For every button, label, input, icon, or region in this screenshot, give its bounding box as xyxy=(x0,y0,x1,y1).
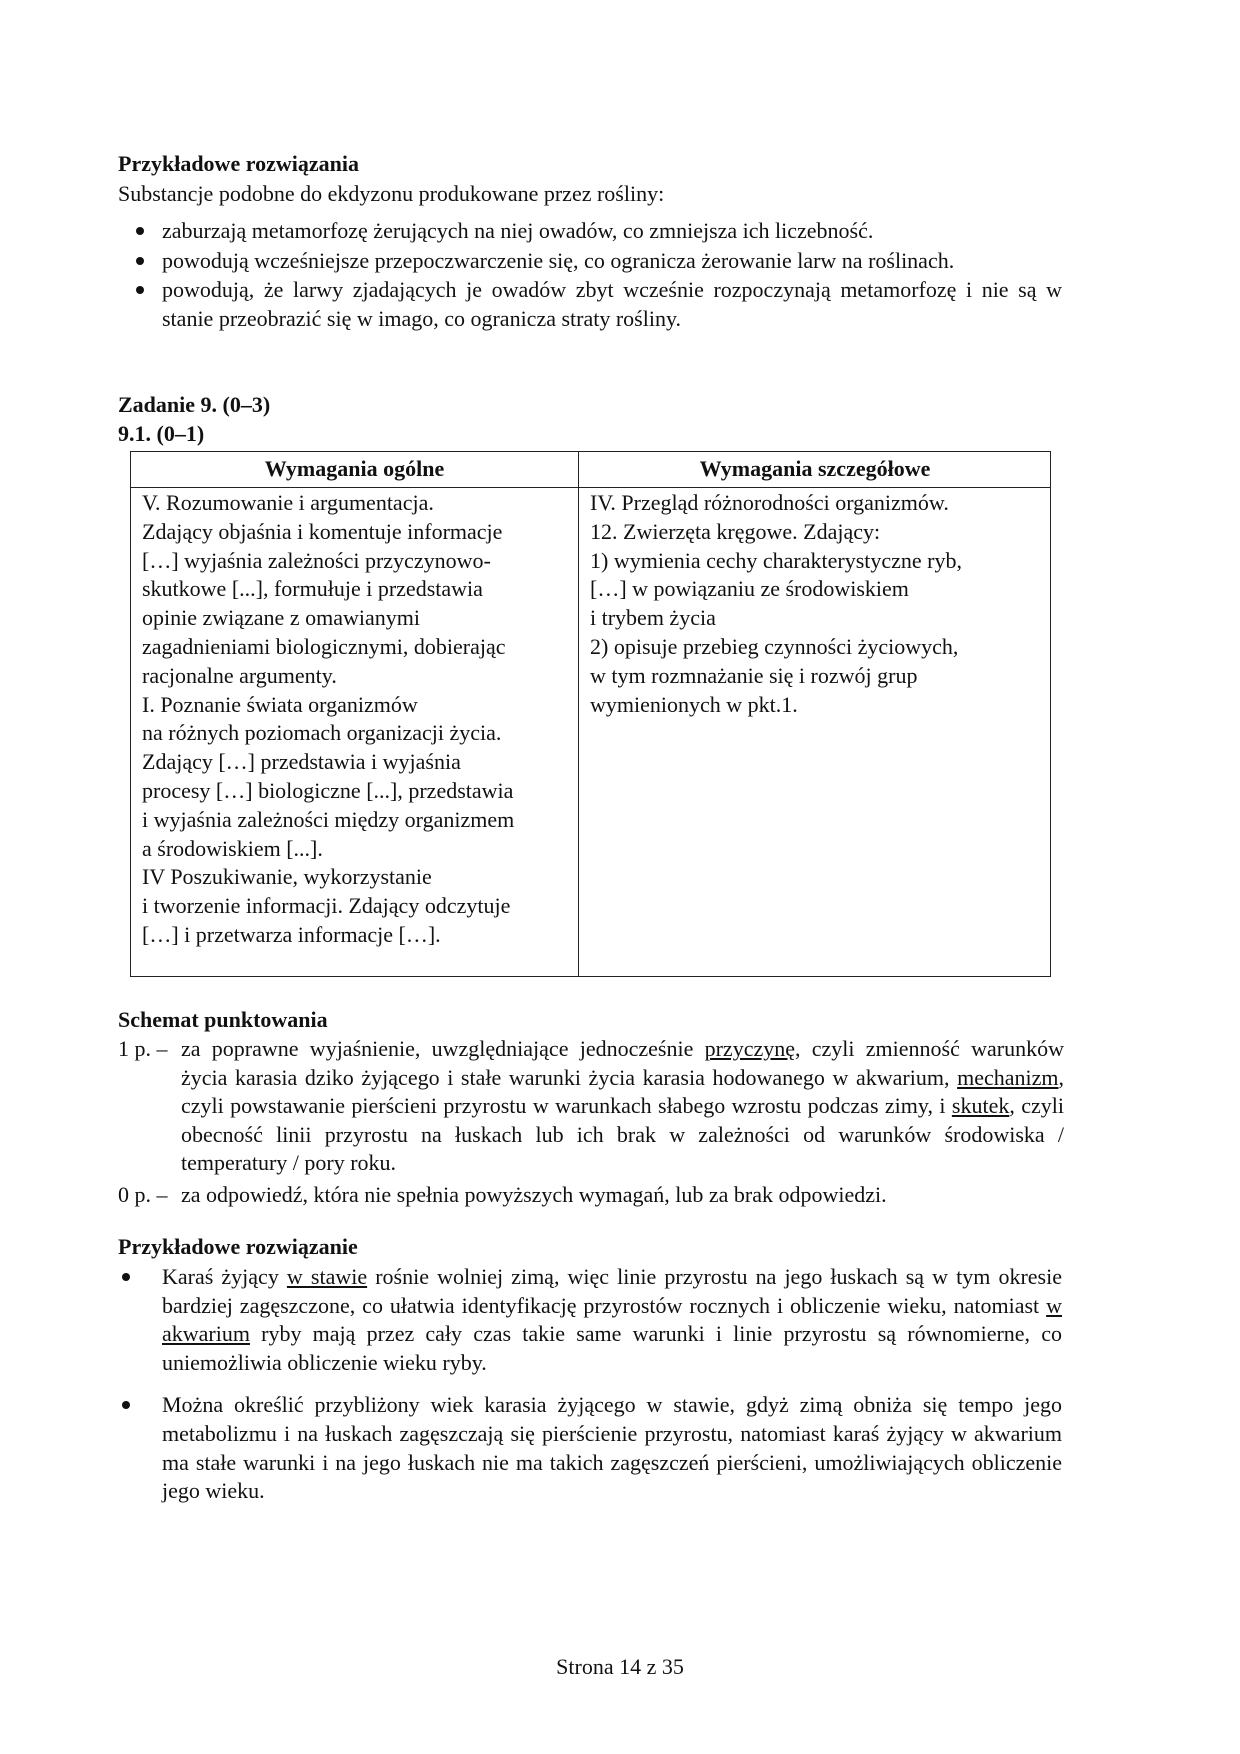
table-text-line: […] w powiązaniu ze środowiskiem xyxy=(590,576,909,602)
specific-requirements-cell xyxy=(590,489,1045,719)
score-label: 1 p. – xyxy=(118,1036,168,1061)
table-text-line: […] i przetwarza informacje […]. xyxy=(142,921,441,947)
table-text-line: na różnych poziomach organizacji życia. xyxy=(142,720,502,746)
example-answer-list xyxy=(162,1263,1062,1506)
bullet-icon xyxy=(136,286,144,294)
table-text-line: IV. Przegląd różnorodności organizmów. xyxy=(590,490,949,515)
example-solutions-intro: Substancje podobne do ekdyzonu produkowane przez rośliny: xyxy=(118,181,665,206)
table-text-line: procesy […] biologiczne [...], przedstawia xyxy=(142,777,514,803)
table-text-line: […] wyjaśnia zależności przyczynowo- xyxy=(142,547,491,573)
table-text-line: a środowiskiem [...]. xyxy=(142,835,323,861)
underlined-term-pond: w stawie xyxy=(286,1264,368,1289)
general-requirements-cell xyxy=(142,489,572,950)
scoring-item-0p xyxy=(118,1181,1064,1210)
table-divider-horizontal xyxy=(131,487,1050,488)
table-text-line: Zdający […] przedstawia i wyjaśnia xyxy=(142,749,461,775)
table-text-line: opinie związane z omawianymi xyxy=(142,605,420,631)
example-answer-heading: Przykładowe rozwiązanie xyxy=(118,1234,358,1259)
scoring-item-1p xyxy=(118,1035,1064,1178)
table-divider-vertical xyxy=(578,452,579,976)
score-description: za odpowiedź, która nie spełnia powyższych wymagań, lub za brak odpowiedzi. xyxy=(181,1182,887,1207)
table-text-line: i tworzenie informacji. Zdający odczytuje xyxy=(142,893,511,919)
table-text-line: 2) opisuje przebieg czynności życiowych, xyxy=(590,633,959,659)
score-label: 0 p. – xyxy=(118,1182,168,1207)
bullet-icon xyxy=(122,1273,130,1281)
bullet-icon xyxy=(122,1401,130,1409)
table-header-specific: Wymagania szczegółowe xyxy=(699,456,931,481)
table-text-line: zagadnieniami biologicznymi, dobierając xyxy=(142,633,506,659)
list-item: zaburzają metamorfozę żerujących na niej owadów, co zmniejsza ich liczebność. xyxy=(162,217,1062,246)
table-text-line: IV Poszukiwanie, wykorzystanie xyxy=(142,864,432,890)
table-text-line: skutkowe [...], formułuje i przedstawia xyxy=(142,576,483,602)
page-number: Strona 14 z 35 xyxy=(556,1654,684,1679)
example-solutions-list xyxy=(162,217,1062,333)
table-text-line: i wyjaśnia zależności między organizmem xyxy=(142,806,515,832)
table-text-line: I. Poznanie świata organizmów xyxy=(142,691,418,717)
bullet-icon xyxy=(136,227,144,235)
table-text-line: w tym rozmnażanie się i rozwój grup xyxy=(590,662,918,688)
table-text-line: racjonalne argumenty. xyxy=(142,662,337,688)
list-item: powodują wcześniejsze przepoczwarczenie się, co ogranicza żerowanie larw na roślinach. xyxy=(162,247,1062,276)
underlined-term-mechanism: mechanizm xyxy=(957,1064,1059,1090)
underlined-term-cause: przyczynę xyxy=(704,1036,795,1061)
list-item: Można określić przybliżony wiek karasia żyjącego w stawie, gdyż zimą obniża się tempo jego metabolizmu i na łuskach zagęszczają się pierścienie przyrostu, natomiast karaś żyjący w akwarium ma stałe warunki i na jego łuskach nie ma takich zagęszczeń pierścieni, umożliwiających obliczenie jego wieku. xyxy=(162,1391,1062,1505)
underlined-term-effect: skutek xyxy=(951,1093,1010,1119)
underlined-term-aquarium: w akwarium xyxy=(162,1292,1062,1347)
table-text-line: wymienionych w pkt.1. xyxy=(590,691,798,717)
example-solutions-heading: Przykładowe rozwiązania xyxy=(118,151,359,176)
table-text-line: 12. Zwierzęta kręgowe. Zdający: xyxy=(590,518,881,544)
table-text-line: 1) wymienia cechy charakterystyczne ryb, xyxy=(590,547,962,573)
scoring-heading: Schemat punktowania xyxy=(118,1007,328,1032)
requirements-table xyxy=(130,451,1051,977)
list-item: Karaś żyjący w stawie rośnie wolniej zimą, więc linie przyrostu na jego łuskach są w tym okresie bardziej zagęszczone, co ułatwia identyfikację przyrostów rocznych i obliczenie wieku, natomiast w akwarium ryby mają przez cały czas takie same warunki i linie przyrostu są równomierne, co uniemożliwia obliczenie wieku ryby. xyxy=(162,1263,1062,1377)
table-header-general: Wymagania ogólne xyxy=(264,456,445,481)
task-subtitle: 9.1. (0–1) xyxy=(118,421,205,446)
score-description: za poprawne wyjaśnienie, uwzględniające jednocześnie przyczynę, czyli zmienność warunków życia karasia dziko żyjącego i stałe warunki życia karasia hodowanego w akwarium, mechanizm, czyli powstawanie pierścieni przyrostu w warunkach słabego wzrostu podczas zimy, i skutek, czyli obecność linii przyrostu na łuskach lub ich brak w zależności od warunków środowiska / temperatury / pory roku. xyxy=(181,1036,1064,1176)
task-title: Zadanie 9. (0–3) xyxy=(118,392,271,417)
table-text-line: V. Rozumowanie i argumentacja. xyxy=(142,490,434,515)
list-item: powodują, że larwy zjadających je owadów zbyt wcześnie rozpoczynają metamorfozę i nie są w stanie przeobrazić się w imago, co ogranicza straty rośliny. xyxy=(162,276,1062,333)
table-text-line: Zdający objaśnia i komentuje informacje xyxy=(142,518,503,544)
table-text-line: i trybem życia xyxy=(590,605,716,631)
bullet-icon xyxy=(136,257,144,265)
